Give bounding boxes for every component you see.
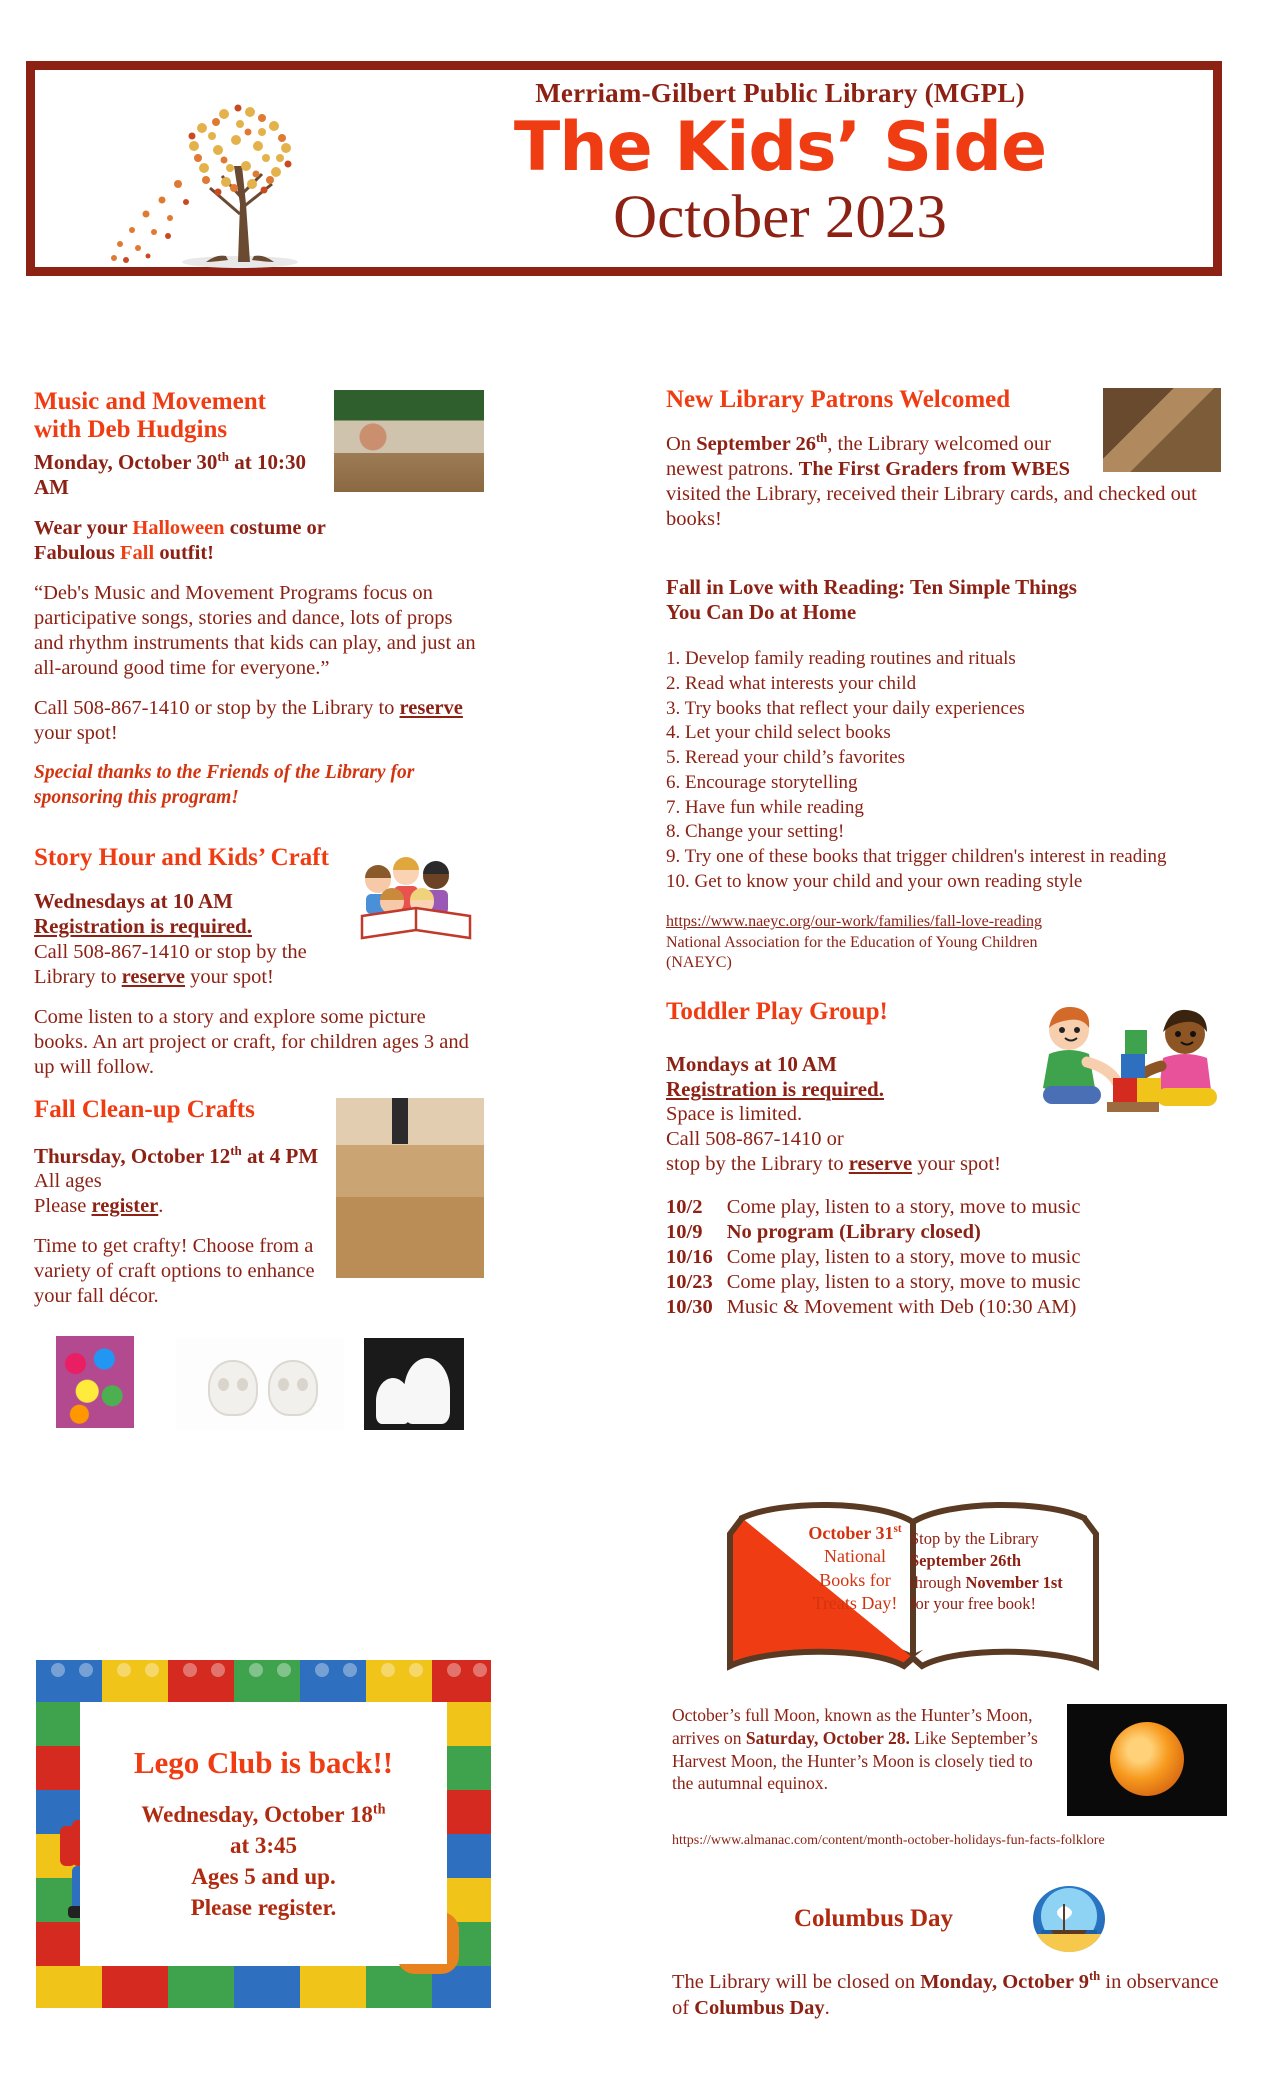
schedule-desc: Come play, listen to a story, move to music xyxy=(726,1196,1081,1219)
fall-crafts-register: Please register. xyxy=(34,1194,164,1217)
table-row xyxy=(666,1271,1080,1296)
table-row xyxy=(666,1221,1080,1246)
music-heading-line1: Music and Movement xyxy=(34,388,266,415)
moon-text: October’s full Moon, known as the Hunter’s Moon, arrives on Saturday, October 28. Like September’s Harvest Moon, the Hunter’s Moon is closely tied to the autumnal equinox. xyxy=(672,1705,1038,1794)
section-music-and-movement xyxy=(34,388,484,810)
toddler-space: Space is limited. xyxy=(666,1103,803,1126)
reserve-link-story[interactable]: reserve xyxy=(121,965,186,988)
masthead-library-name: Merriam-Gilbert Public Library (MGPL) xyxy=(535,78,1025,108)
section-hunters-moon xyxy=(672,1704,1227,1816)
books-treats-right-text xyxy=(910,1528,1068,1615)
reserve-link-music[interactable]: reserve xyxy=(399,697,463,720)
schedule-desc: No program (Library closed) xyxy=(726,1221,981,1244)
craft-photo-strip xyxy=(34,1336,484,1436)
kids-reading-clipart xyxy=(348,846,484,944)
hunters-moon-photo xyxy=(1067,1704,1227,1816)
section-new-patrons xyxy=(666,386,1221,547)
columbus-day-badge-icon xyxy=(1033,1886,1105,1952)
naeyc-url[interactable]: https://www.naeyc.org/our-work/families/fall-love-reading xyxy=(666,913,1043,931)
list-item: 9. Try one of these books that trigger children's interest in reading xyxy=(666,845,1167,867)
lego-club-panel xyxy=(36,1660,491,2008)
new-patrons-body: On September 26th, the Library welcomed our newest patrons. The First Graders from WBES visited the Library, received their Library cards, and checked out books! xyxy=(666,431,1197,530)
list-item: 6. Encourage storytelling xyxy=(666,771,858,793)
lego-register: Please register. xyxy=(190,1895,337,1921)
pom-pom-craft-photo xyxy=(56,1336,134,1428)
schedule-date: 10/16 xyxy=(666,1246,713,1269)
schedule-desc: Come play, listen to a story, move to music xyxy=(726,1271,1081,1294)
books-for-treats-graphic xyxy=(718,1494,1108,1679)
toddler-call-2: stop by the Library to reserve your spot! xyxy=(666,1153,1001,1176)
toddler-when: Mondays at 10 AM xyxy=(666,1051,837,1076)
story-hour-heading: Story Hour and Kids’ Craft xyxy=(34,844,329,872)
lego-ages: Ages 5 and up. xyxy=(191,1864,336,1889)
fall-crafts-date: Thursday, October 12th at 4 PM xyxy=(34,1142,319,1168)
masthead-title: The Kids’ Side xyxy=(513,108,1047,187)
masthead xyxy=(26,61,1222,276)
books-treats-r1: Stop by the Library xyxy=(910,1529,1039,1548)
right-column xyxy=(666,386,1221,1337)
schedule-date: 10/9 xyxy=(666,1221,703,1244)
story-hour-when: Wednesdays at 10 AM xyxy=(34,889,233,914)
music-call-line: Call 508-867-1410 or stop by the Library to reserve your spot! xyxy=(34,697,463,745)
register-link-crafts[interactable]: register xyxy=(91,1194,159,1217)
schedule-date: 10/2 xyxy=(666,1196,703,1219)
section-toddler-play-group xyxy=(666,998,1221,1321)
table-row xyxy=(666,1246,1080,1271)
fall-crafts-ages: All ages xyxy=(34,1169,102,1192)
schedule-date: 10/23 xyxy=(666,1271,713,1294)
new-patrons-heading: New Library Patrons Welcomed xyxy=(666,386,1011,413)
story-hour-call: Call 508-867-1410 or stop by the Library to reserve your spot! xyxy=(34,940,307,988)
toddler-call-1: Call 508-867-1410 or xyxy=(666,1128,844,1151)
fall-reading-list xyxy=(666,647,1221,894)
books-treats-l4: Treats Day! xyxy=(812,1593,898,1614)
section-fall-in-love-reading xyxy=(666,575,1221,974)
story-hour-registration: Registration is required. xyxy=(34,914,252,939)
autumn-tree-icon xyxy=(90,84,360,269)
list-item: 8. Change your setting! xyxy=(666,821,845,843)
lego-date: Wednesday, October 18th xyxy=(141,1801,386,1827)
reserve-link-toddler[interactable]: reserve xyxy=(848,1153,913,1176)
list-item: 5. Reread your child’s favorites xyxy=(666,747,906,769)
section-story-hour xyxy=(34,844,484,1079)
music-heading-line2: with Deb Hudgins xyxy=(34,416,228,443)
books-treats-r4: for your free book! xyxy=(910,1594,1036,1614)
columbus-heading: Columbus Day xyxy=(793,1905,954,1932)
toddlers-blocks-icon xyxy=(1025,1000,1221,1118)
toddler-registration: Registration is required. xyxy=(666,1076,884,1101)
books-treats-date: October 31st xyxy=(808,1523,902,1543)
columbus-body: The Library will be closed on Monday, October 9th in observance of Columbus Day. xyxy=(672,1969,1219,2019)
music-thanks: Special thanks to the Friends of the Library for sponsoring this program! xyxy=(34,762,415,808)
left-column xyxy=(34,388,484,1436)
columbus-ship-icon xyxy=(1033,1886,1105,1952)
table-row xyxy=(666,1296,1080,1321)
lego-title: Lego Club is back!! xyxy=(133,1744,394,1780)
schedule-date: 10/30 xyxy=(666,1296,713,1319)
section-columbus-day xyxy=(672,1886,1227,2021)
fall-crafts-body: Time to get crafty! Choose from a variety of craft options to enhance your fall décor. xyxy=(34,1234,315,1307)
masthead-month-year: October 2023 xyxy=(613,184,947,252)
naeyc-citation: https://www.naeyc.org/our-work/families/fall-love-reading National Association for the Education of Young Children (NAEYC) xyxy=(666,913,1043,972)
lego-time: at 3:45 xyxy=(229,1832,298,1858)
music-costume-note: Wear your Halloween costume or Fabulous Fall outfit! xyxy=(34,517,326,565)
list-item: 4. Let your child select books xyxy=(666,722,891,744)
deb-hudgins-photo xyxy=(334,390,484,492)
toddler-schedule-table xyxy=(666,1196,1080,1321)
list-item: 7. Have fun while reading xyxy=(666,796,864,818)
list-item: 10. Get to know your child and your own reading style xyxy=(666,870,1083,892)
almanac-url[interactable]: https://www.almanac.com/content/month-october-holidays-fun-facts-folklore xyxy=(672,1833,1105,1848)
list-item: 3. Try books that reflect your daily experiences xyxy=(666,697,1025,719)
toddler-heading: Toddler Play Group! xyxy=(666,997,888,1025)
music-date: Monday, October 30th at 10:30 AM xyxy=(34,449,306,500)
skull-ornaments-photo xyxy=(176,1338,344,1430)
music-quote: “Deb's Music and Movement Programs focus on participative songs, stories and dance, lots of props and rhythm instruments that kids can play, and just an all-around good time for everyone.” xyxy=(34,582,476,680)
table-row xyxy=(666,1196,1080,1221)
list-item: 1. Develop family reading routines and rituals xyxy=(666,648,1016,670)
kids-reading-icon xyxy=(348,846,484,944)
schedule-desc: Music & Movement with Deb (10:30 AM) xyxy=(726,1296,1077,1319)
books-treats-left-text xyxy=(780,1522,930,1616)
story-hour-body: Come listen to a story and explore some picture books. An art project or craft, for children ages 3 and up will follow. xyxy=(34,1005,469,1078)
new-patrons-photo xyxy=(1103,388,1221,472)
toddlers-playing-clipart xyxy=(1025,1000,1221,1118)
schedule-desc: Come play, listen to a story, move to music xyxy=(726,1246,1081,1269)
books-treats-r3: through November 1st xyxy=(910,1572,1063,1592)
fall-crafts-heading: Fall Clean-up Crafts xyxy=(34,1095,255,1123)
books-treats-l2: National xyxy=(824,1546,886,1567)
broom-craft-photo xyxy=(336,1098,484,1278)
section-fall-crafts xyxy=(34,1096,484,1324)
books-treats-l3: Books for xyxy=(819,1569,891,1590)
books-treats-r2: September 26th xyxy=(910,1550,1022,1570)
ghost-decorations-photo xyxy=(364,1338,464,1430)
list-item: 2. Read what interests your child xyxy=(666,673,917,695)
fall-reading-heading: Fall in Love with Reading: Ten Simple Things You Can Do at Home xyxy=(666,575,1077,625)
